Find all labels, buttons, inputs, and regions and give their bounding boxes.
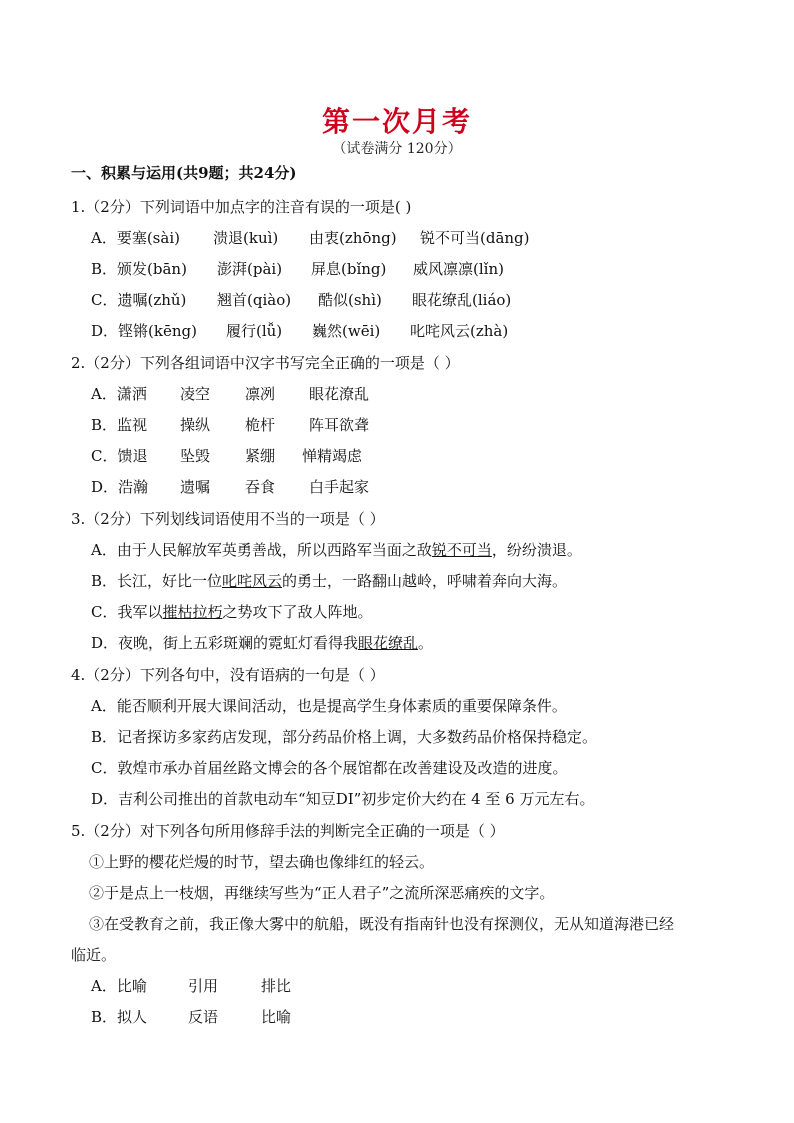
q1-b-word4: 威风凛凛(lǐn) [413, 260, 504, 278]
q5-sentence-1: ①上野的樱花烂熳的时节，望去确也像绯红的轻云。 [89, 853, 435, 871]
q2-b-word4: 阵耳欲聋 [309, 416, 370, 434]
q3-d-text-before: D．夜晚，街上五彩斑斓的霓虹灯看得我 [91, 634, 359, 652]
q3-option-a [91, 539, 582, 560]
q1-option-c: C．遗嘱(zhǔ) [91, 291, 187, 309]
q1-d-word4: 叱咤风云(zhà) [410, 322, 509, 340]
q5-a-word2: 引用 [188, 977, 219, 995]
q5-b-word3: 比喻 [261, 1008, 292, 1026]
q3-a-text-before: A．由于人民解放军英勇善战，所以西路军当面之敌 [91, 541, 432, 559]
section-heading: 一、积累与运用(共9题；共24分) [71, 164, 297, 182]
q1-d-word2: 履行(lǚ) [226, 322, 283, 340]
q1-c-word4: 眼花缭乱(liáo) [412, 291, 512, 309]
q3-b-underlined: 叱咤风云 [222, 572, 283, 590]
q2-b-word2: 操纵 [180, 416, 211, 434]
question-2-stem: 2.（2分）下列各组词语中汉字书写完全正确的一项是（ ） [71, 354, 460, 372]
q1-c-word3: 酷似(shì) [318, 291, 382, 309]
q1-a-word4: 锐不可当(dāng) [420, 229, 530, 247]
q1-b-word2: 澎湃(pài) [217, 260, 283, 278]
q1-d-word3: 巍然(wēi) [312, 322, 381, 340]
q5-option-a: A．比喻 [91, 977, 147, 995]
q5-option-b: B．拟人 [91, 1008, 148, 1026]
q1-b-word3: 屏息(bǐng) [311, 260, 387, 278]
q1-a-word3: 由衷(zhōng) [309, 229, 397, 247]
q2-option-b: B．监视 [91, 416, 148, 434]
q5-sentence-3-cont: 临近。 [71, 946, 117, 964]
q3-d-underlined: 眼花缭乱 [358, 634, 419, 652]
q3-d-text-after: 。 [418, 634, 434, 652]
q3-option-b [91, 570, 567, 591]
page-title: 第一次月考 [321, 105, 472, 138]
q3-c-underlined: 摧枯拉朽 [162, 603, 223, 621]
q5-b-word2: 反语 [188, 1008, 219, 1026]
q1-option-b: B．颁发(bān) [91, 260, 187, 278]
q2-c-word2: 坠毁 [180, 447, 211, 465]
q4-option-c: C．敦煌市承办首届丝路文博会的各个展馆都在改善建设及改造的进度。 [91, 759, 568, 777]
q3-b-text-before: B．长江，好比一位 [91, 572, 223, 590]
q2-option-c: C．馈退 [91, 447, 148, 465]
q4-option-d: D．吉利公司推出的首款电动车“知豆DI”初步定价大约在 4 至 6 万元左右。 [91, 790, 595, 808]
question-3-stem: 3.（2分）下列划线词语使用不当的一项是（ ） [71, 510, 385, 528]
q2-d-word2: 遗嘱 [180, 478, 211, 496]
q4-option-a: A．能否顺利开展大课间活动，也是提高学生身体素质的重要保障条件。 [91, 697, 567, 715]
q3-c-text-before: C．我军以 [91, 603, 163, 621]
q1-c-word2: 翘首(qiào) [217, 291, 292, 309]
q1-option-a: A．要塞(sài) [91, 229, 180, 247]
question-4-stem: 4.（2分）下列各句中，没有语病的一句是（ ） [71, 666, 385, 684]
score-note: （试卷满分 120分） [332, 141, 462, 157]
q2-a-word4: 眼花潦乱 [309, 385, 370, 403]
q2-b-word3: 桅杆 [245, 416, 276, 434]
q3-option-d [91, 632, 433, 653]
q1-a-word2: 溃退(kuì) [213, 229, 279, 247]
q3-b-text-after: 的勇士，一路翻山越岭，呼啸着奔向大海。 [282, 572, 568, 590]
q5-sentence-3: ③在受教育之前，我正像大雾中的航船，既没有指南针也没有探测仪，无从知道海港已经 [89, 915, 675, 933]
q2-d-word4: 白手起家 [309, 478, 370, 496]
q3-c-text-after: 之势攻下了敌人阵地。 [222, 603, 373, 621]
q5-sentence-2: ②于是点上一枝烟，再继续写些为“正人君子”之流所深恶痛疾的文字。 [89, 884, 555, 902]
q2-option-a: A．潇洒 [91, 385, 147, 403]
q2-d-word3: 吞食 [245, 478, 276, 496]
q3-option-c [91, 601, 373, 622]
q2-option-d: D．浩瀚 [91, 478, 149, 496]
q2-a-word2: 凌空 [180, 385, 211, 403]
question-5-stem: 5.（2分）对下列各句所用修辞手法的判断完全正确的一项是（ ） [71, 822, 505, 840]
q5-a-word3: 排比 [261, 977, 292, 995]
q2-a-word3: 凛冽 [245, 385, 276, 403]
q2-c-word4: 惮精竭虑 [302, 447, 363, 465]
question-1-stem: 1.（2分）下列词语中加点字的注音有误的一项是( ) [71, 198, 412, 216]
q1-option-d: D．铿锵(kēng) [91, 322, 197, 340]
q3-a-underlined: 锐不可当 [431, 541, 492, 559]
q2-c-word3: 紧绷 [245, 447, 276, 465]
q4-option-b: B．记者探访多家药店发现，部分药品价格上调，大多数药品价格保持稳定。 [91, 728, 598, 746]
q3-a-text-after: ，纷纷溃退。 [491, 541, 582, 559]
